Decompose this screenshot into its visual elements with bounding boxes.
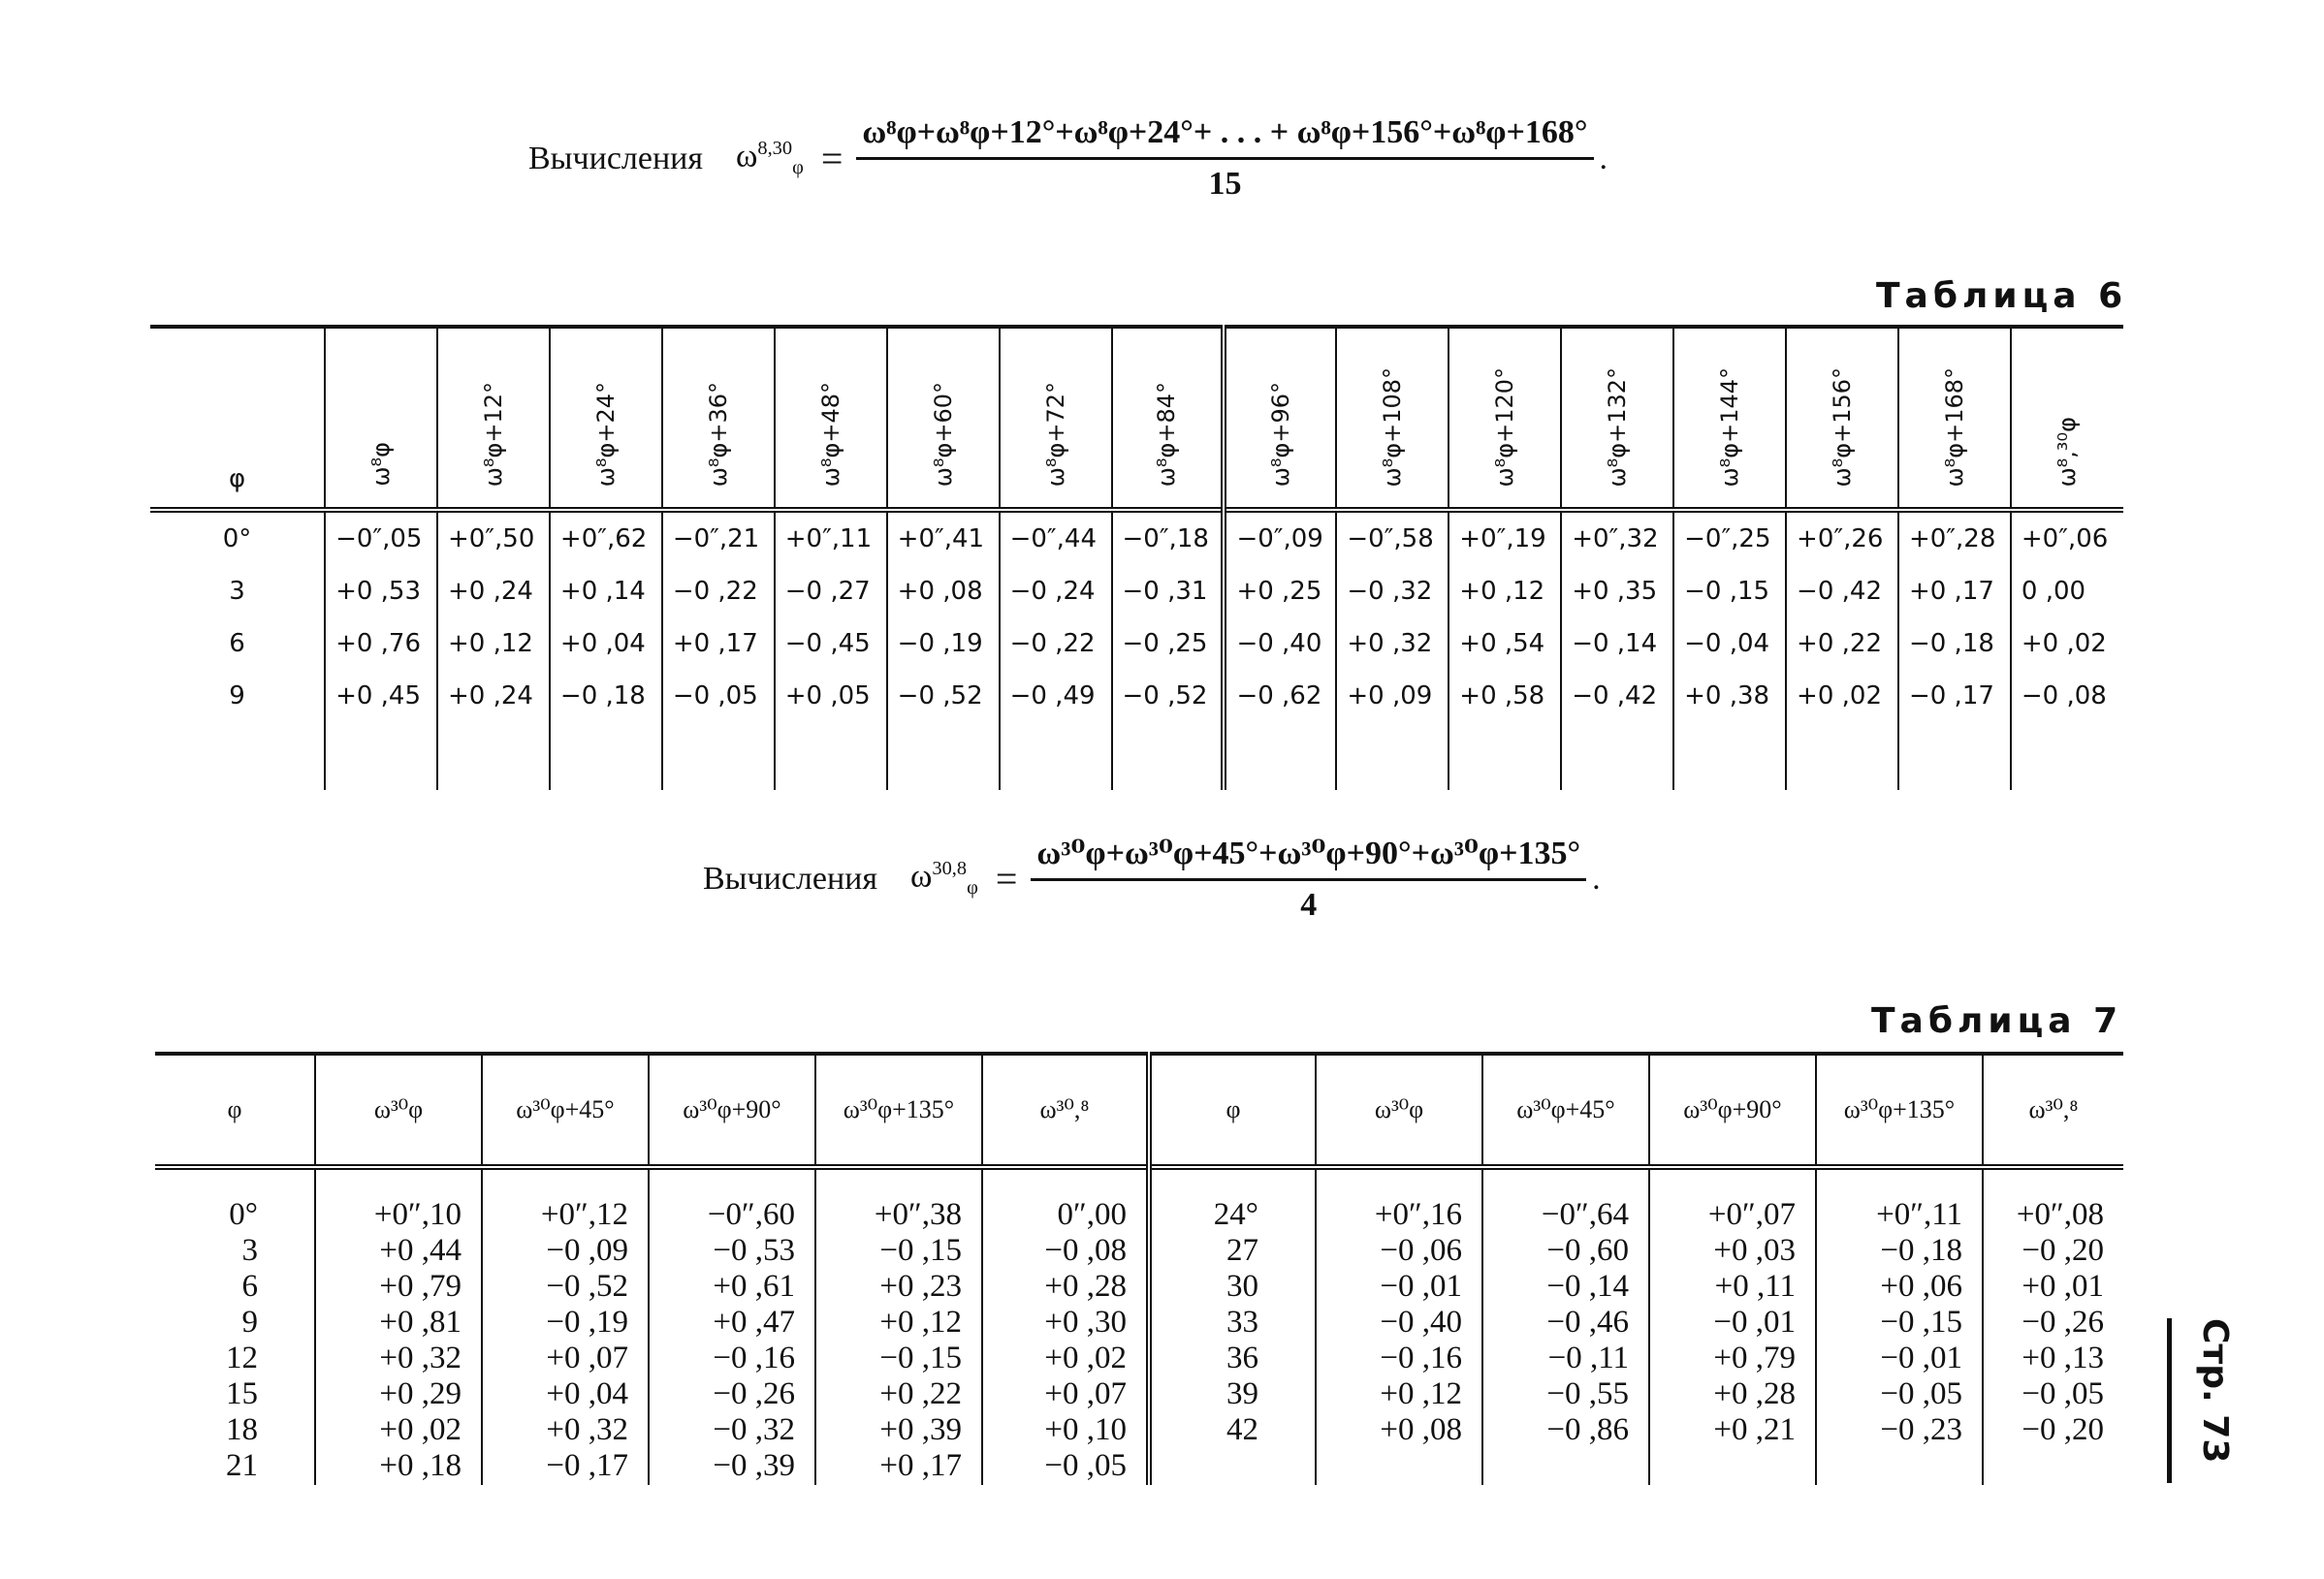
table6-header-cell: ω⁸φ+108° xyxy=(1336,327,1449,510)
table-cell: +0 ,35 xyxy=(1561,565,1673,617)
table-row xyxy=(150,565,2123,617)
table-row xyxy=(150,617,2123,670)
table7-header-cell: ω³⁰φ+90° xyxy=(649,1054,815,1167)
table-cell: +0 ,02 xyxy=(2011,617,2123,670)
table-cell: +0″,41 xyxy=(887,510,1000,565)
table6-header-cell: ω⁸φ+84° xyxy=(1112,327,1225,510)
table-cell: −0 ,52 xyxy=(1112,670,1225,722)
table-cell: +0 ,04 xyxy=(550,617,662,670)
table-cell: +0 ,14 xyxy=(550,565,662,617)
table-cell: −0 ,22 xyxy=(662,565,775,617)
table6-header-cell: ω⁸φ+48° xyxy=(775,327,887,510)
table-cell: +0 ,38 xyxy=(1673,670,1786,722)
empty-cell xyxy=(1898,722,2011,790)
table-cell: −0 ,15 xyxy=(1673,565,1786,617)
table-cell: +0″,11 xyxy=(775,510,887,565)
empty-cell xyxy=(1786,722,1898,790)
table-cell: −0 ,25 xyxy=(1112,617,1225,670)
table-cell: +0 ,02 xyxy=(1786,670,1898,722)
empty-cell xyxy=(437,722,550,790)
table-cell: +0″,06 xyxy=(2011,510,2123,565)
table-cell: −0 ,42 xyxy=(1786,565,1898,617)
value-column: −0″,60 −0 ,53 +0 ,61 +0 ,47 −0 ,16 −0 ,26 −0 ,32 −0 ,39 xyxy=(649,1167,815,1485)
table-cell: −0 ,22 xyxy=(1000,617,1112,670)
table-cell: +0 ,58 xyxy=(1449,670,1561,722)
formula-period: . xyxy=(1599,140,1608,176)
table6-header-cell: φ xyxy=(228,464,246,493)
table-cell: +0 ,12 xyxy=(437,617,550,670)
table-spacer-row xyxy=(150,722,2123,790)
empty-cell xyxy=(1000,722,1112,790)
table-cell: −0″,09 xyxy=(1224,510,1336,565)
empty-cell xyxy=(1449,722,1561,790)
formula-lhs: $\omega^{8,30}_\varphi$ xyxy=(736,137,804,179)
table7-data-row xyxy=(155,1167,2123,1485)
table6-header-cell: ω⁸φ+120° xyxy=(1449,327,1561,510)
table-cell: +0″,28 xyxy=(1898,510,2011,565)
table-cell: +0 ,45 xyxy=(325,670,437,722)
phi-cell: 9 xyxy=(229,681,245,711)
table-cell: +0 ,24 xyxy=(437,565,550,617)
table7-header-row xyxy=(155,1054,2123,1167)
value-column: +0″,38 −0 ,15 +0 ,23 +0 ,12 −0 ,15 +0 ,22 +0 ,39 +0 ,17 xyxy=(815,1167,982,1485)
phi-column: 24° 27 30 33 36 39 42 xyxy=(1149,1167,1316,1485)
empty-cell xyxy=(2011,722,2123,790)
empty-cell xyxy=(550,722,662,790)
phi-column: 0° 3 6 9 12 15 18 21 xyxy=(226,1197,258,1483)
formula-lhs: $\omega^{30,8}_\varphi$ xyxy=(910,857,978,900)
table-6 xyxy=(150,325,2123,790)
table-cell: −0 ,18 xyxy=(550,670,662,722)
equals-sign: = xyxy=(995,857,1018,900)
table-cell: −0 ,32 xyxy=(1336,565,1449,617)
phi-cell: 6 xyxy=(229,629,245,658)
table7-header-cell: ω³⁰φ+135° xyxy=(1816,1054,1983,1167)
phi-cell: 3 xyxy=(229,577,245,606)
table6-header-cell: ω⁸φ+24° xyxy=(550,327,662,510)
table-cell: −0 ,14 xyxy=(1561,617,1673,670)
table-cell: −0 ,19 xyxy=(887,617,1000,670)
table6-header-cell: ω⁸φ xyxy=(325,327,437,510)
table-7 xyxy=(155,1052,2123,1485)
value-column: +0″,10 +0 ,44 +0 ,79 +0 ,81 +0 ,32 +0 ,29 +0 ,02 +0 ,18 xyxy=(315,1167,482,1485)
value-column: +0″,11 −0 ,18 +0 ,06 −0 ,15 −0 ,01 −0 ,05 −0 ,23 xyxy=(1816,1167,1983,1485)
empty-cell xyxy=(1561,722,1673,790)
table-cell: +0 ,24 xyxy=(437,670,550,722)
table-cell: +0″,26 xyxy=(1786,510,1898,565)
table7-title: Таблица 7 xyxy=(1871,1001,2123,1041)
empty-cell xyxy=(150,722,325,790)
table-cell: −0 ,08 xyxy=(2011,670,2123,722)
table7-header-cell: ω³⁰,⁸ xyxy=(982,1054,1149,1167)
table-cell: +0 ,22 xyxy=(1786,617,1898,670)
table7-header-cell: ω³⁰φ+45° xyxy=(482,1054,649,1167)
table-cell: −0″,18 xyxy=(1112,510,1225,565)
value-column: +0″,12 −0 ,09 −0 ,52 −0 ,19 +0 ,07 +0 ,04 +0 ,32 −0 ,17 xyxy=(482,1167,649,1485)
table-cell: −0″,58 xyxy=(1336,510,1449,565)
equals-sign: = xyxy=(820,137,844,180)
empty-cell xyxy=(1336,722,1449,790)
table-cell: +0 ,17 xyxy=(662,617,775,670)
table-cell: −0 ,18 xyxy=(1898,617,2011,670)
value-column: +0″,16 −0 ,06 −0 ,01 −0 ,40 −0 ,16 +0 ,12 +0 ,08 xyxy=(1316,1167,1482,1485)
table-cell: +0 ,25 xyxy=(1224,565,1336,617)
fraction xyxy=(1031,834,1586,924)
table-cell: −0 ,45 xyxy=(775,617,887,670)
table6-header-cell: ω⁸φ+132° xyxy=(1561,327,1673,510)
empty-cell xyxy=(1673,722,1786,790)
empty-cell xyxy=(775,722,887,790)
table-cell: −0 ,62 xyxy=(1224,670,1336,722)
table7-header-cell: ω³⁰φ+90° xyxy=(1649,1054,1816,1167)
table7-header-cell: φ xyxy=(1149,1054,1316,1167)
formula-period: . xyxy=(1592,860,1601,897)
table6-header-cell: ω⁸φ+144° xyxy=(1673,327,1786,510)
table-cell: −0 ,05 xyxy=(662,670,775,722)
table-row xyxy=(150,670,2123,722)
table-cell: +0″,50 xyxy=(437,510,550,565)
table-cell: −0 ,49 xyxy=(1000,670,1112,722)
table-cell: −0 ,04 xyxy=(1673,617,1786,670)
table6-header-cell: ω⁸φ+168° xyxy=(1898,327,2011,510)
denominator: 15 xyxy=(1208,166,1242,202)
empty-cell xyxy=(1112,722,1225,790)
empty-cell xyxy=(662,722,775,790)
table-cell: −0 ,17 xyxy=(1898,670,2011,722)
table6-header-cell: ω⁸,³⁰φ xyxy=(2011,327,2123,510)
formula-30-8 xyxy=(703,834,1601,924)
table7-header-cell: ω³⁰φ+135° xyxy=(815,1054,982,1167)
formula-8-30 xyxy=(528,114,1608,203)
table-cell: −0″,44 xyxy=(1000,510,1112,565)
table-cell: +0″,62 xyxy=(550,510,662,565)
table-cell: +0 ,09 xyxy=(1336,670,1449,722)
table-cell: −0″,25 xyxy=(1673,510,1786,565)
table7-header-cell: ω³⁰,⁸ xyxy=(1983,1054,2123,1167)
table-cell: +0 ,05 xyxy=(775,670,887,722)
fraction xyxy=(856,114,1593,203)
table-cell: −0″,21 xyxy=(662,510,775,565)
formula-label: Вычисления xyxy=(703,860,877,897)
table6-header-cell: ω⁸φ+72° xyxy=(1000,327,1112,510)
table-cell: +0 ,54 xyxy=(1449,617,1561,670)
table7-header-cell: ω³⁰φ+45° xyxy=(1482,1054,1649,1167)
table-cell: −0″,05 xyxy=(325,510,437,565)
table6-header-cell: ω⁸φ+156° xyxy=(1786,327,1898,510)
table-cell: +0 ,32 xyxy=(1336,617,1449,670)
numerator: ω⁸φ+ω⁸φ+12°+ω⁸φ+24°+ . . . + ω⁸φ+156°+ω⁸φ+168° xyxy=(856,114,1593,160)
table-cell: −0 ,42 xyxy=(1561,670,1673,722)
value-column: −0″,64 −0 ,60 −0 ,14 −0 ,46 −0 ,11 −0 ,55 −0 ,86 xyxy=(1482,1167,1649,1485)
table-cell: −0 ,24 xyxy=(1000,565,1112,617)
formula-label: Вычисления xyxy=(528,140,703,176)
value-column: +0″,08 −0 ,20 +0 ,01 −0 ,26 +0 ,13 −0 ,05 −0 ,20 xyxy=(1983,1167,2123,1485)
table6-header-cell: ω⁸φ+36° xyxy=(662,327,775,510)
table-cell: +0″,32 xyxy=(1561,510,1673,565)
table-cell: +0 ,12 xyxy=(1449,565,1561,617)
table-cell: +0 ,53 xyxy=(325,565,437,617)
numerator: ω³⁰φ+ω³⁰φ+45°+ω³⁰φ+90°+ω³⁰φ+135° xyxy=(1031,834,1586,881)
table-cell: −0 ,52 xyxy=(887,670,1000,722)
empty-cell xyxy=(887,722,1000,790)
table6-header-cell: ω⁸φ+60° xyxy=(887,327,1000,510)
table-cell: 0 ,00 xyxy=(2011,565,2123,617)
table-cell: +0 ,08 xyxy=(887,565,1000,617)
table-cell: +0″,19 xyxy=(1449,510,1561,565)
table6-header-cell: ω⁸φ+96° xyxy=(1224,327,1336,510)
table-cell: −0 ,27 xyxy=(775,565,887,617)
table6-title: Таблица 6 xyxy=(1876,276,2128,316)
page-number: Стр. 73 xyxy=(2167,1318,2235,1483)
table7-header-cell: ω³⁰φ xyxy=(1316,1054,1482,1167)
table-cell: −0 ,40 xyxy=(1224,617,1336,670)
table-row xyxy=(150,510,2123,565)
table7-header-cell: ω³⁰φ xyxy=(315,1054,482,1167)
value-column: 0″,00 −0 ,08 +0 ,28 +0 ,30 +0 ,02 +0 ,07 +0 ,10 −0 ,05 xyxy=(982,1167,1149,1485)
table6-header-cell: ω⁸φ+12° xyxy=(437,327,550,510)
table6-header-row xyxy=(150,327,2123,510)
denominator: 4 xyxy=(1300,887,1318,923)
phi-cell: 0° xyxy=(222,524,252,553)
table-cell: +0 ,76 xyxy=(325,617,437,670)
table7-header-cell: φ xyxy=(227,1095,242,1123)
value-column: +0″,07 +0 ,03 +0 ,11 −0 ,01 +0 ,79 +0 ,28 +0 ,21 xyxy=(1649,1167,1816,1485)
table-cell: −0 ,31 xyxy=(1112,565,1225,617)
table-cell: +0 ,17 xyxy=(1898,565,2011,617)
empty-cell xyxy=(1224,722,1336,790)
empty-cell xyxy=(325,722,437,790)
